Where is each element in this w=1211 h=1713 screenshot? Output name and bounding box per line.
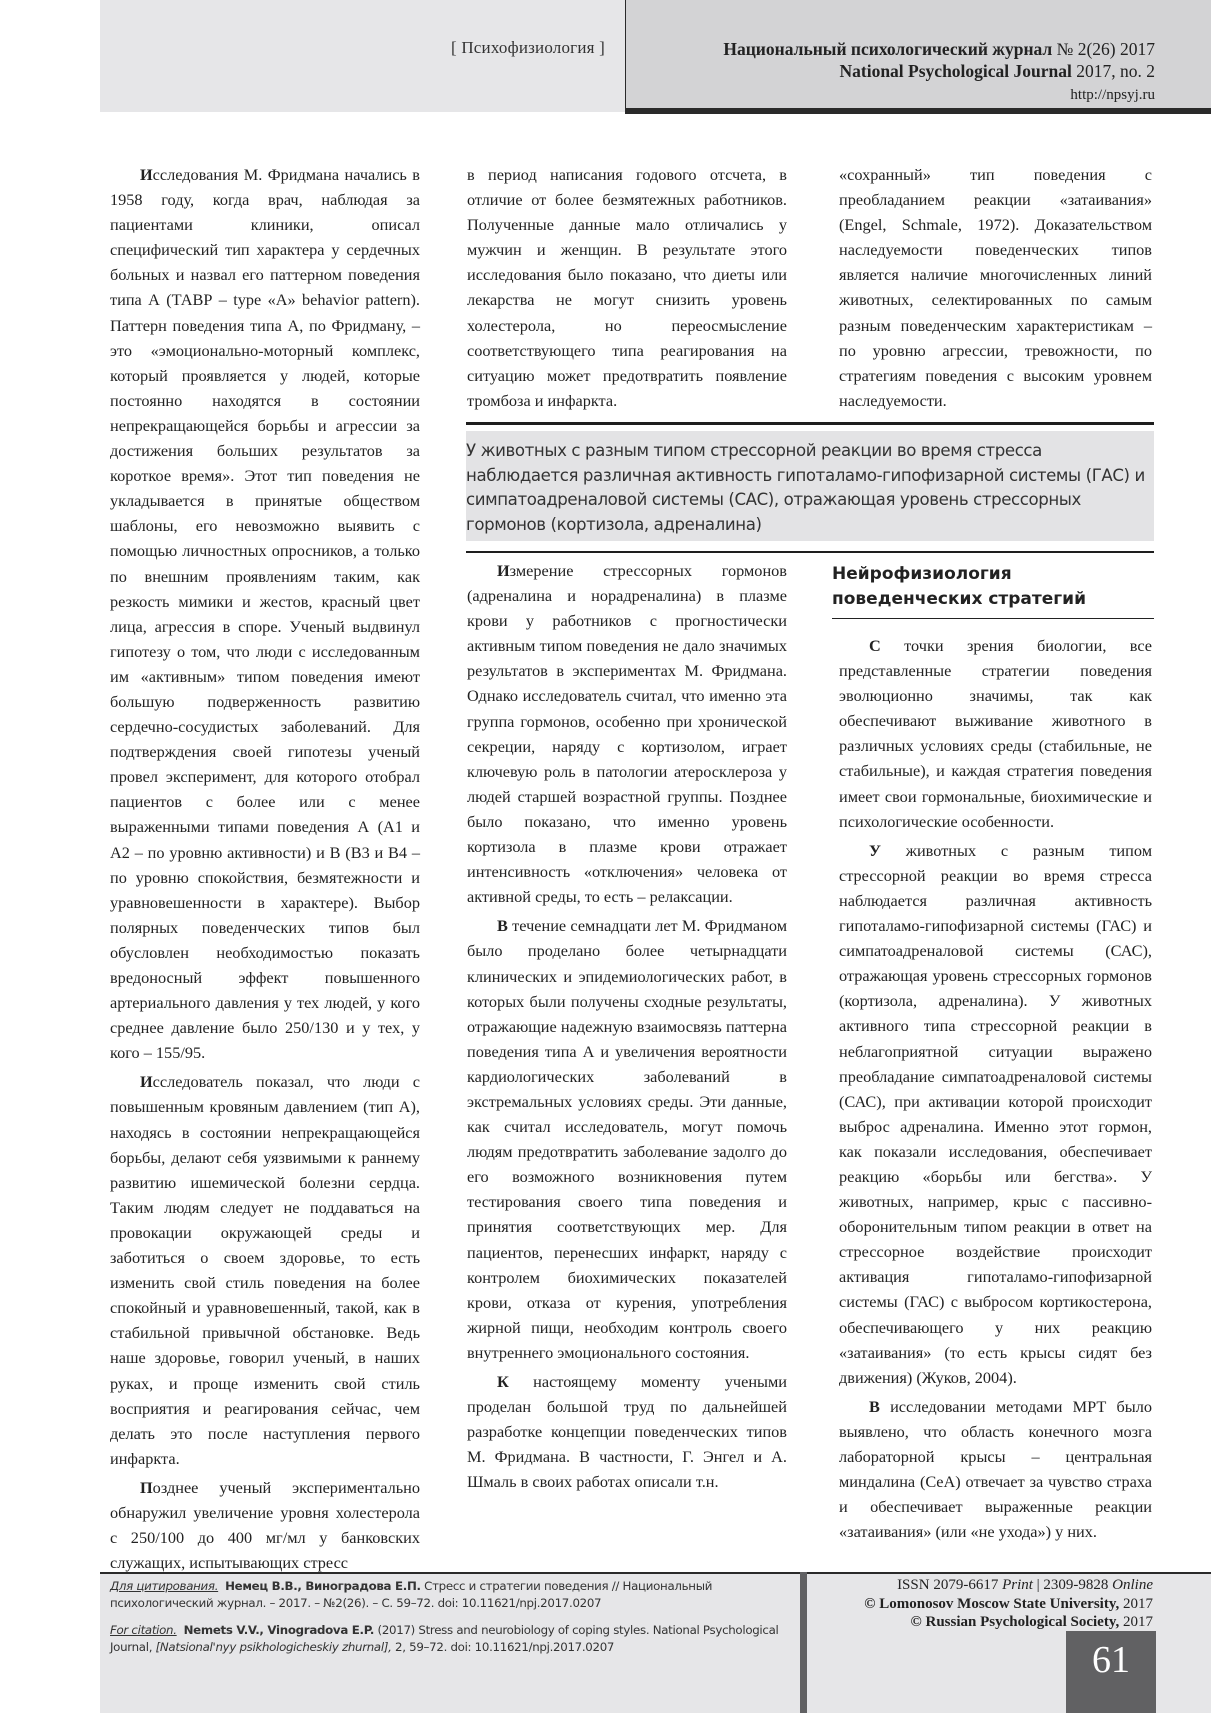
article-column-2-top [467, 162, 787, 413]
section-label: [ Психофизиология ] [451, 38, 605, 57]
article-column-1 [110, 162, 420, 1575]
journal-name-ru: Национальный психологический журнал [723, 39, 1053, 59]
paragraph [839, 633, 1152, 834]
copyright-rps [864, 1613, 1153, 1632]
paragraph [839, 1394, 1152, 1545]
paragraph [110, 1069, 420, 1471]
subsection-heading-line2: поведенческих стратегий [832, 589, 1086, 609]
citation-en-authors: Nemets V.V., Vinogradova E.P. [183, 1623, 375, 1637]
footer-divider [800, 1572, 807, 1713]
paragraph-text: сследования М. Фридмана начались в 1958 году, когда врач, наблюдая за пациентами клиники, описал специфический тип характера у сердечных больных и назвал его паттерном поведения типа А (ТАВР – type «A» behavior pattern). Паттерн поведения типа А, по Фридману, – это «эмоционально-моторный комплекс, который проявляется у людей, которые постоянно находятся в состоянии непрекращающейся борьбы и агрессии за достижения больших результатов за короткое время». Этот тип поведения не укладывается в принятые обществом шаблоны, его невозможно выявить с помощью личностных опросников, а только по внешним проявлениям таким, как резкость мимики и жестов, красный цвет лица, агрессия в споре. Ученый выдвинул гипотезу о том, что люди с исследованным им «активным» типом поведения имеют большую подверженность развитию сердечно-сосудистых заболеваний. Для подтверждения своей гипотезы ученый провел эксперимент, для которого отобрал пациентов с более или с менее выраженными типами поведения А (А1 и А2 – по уровню активности) и В (В3 и В4 – по уровню спокойствия, безмятежности и уравновешенности в характере). Выбор полярных поведенческих типов был обусловлен необходимостью показать вредоносный эффект повышенного артериального давления у тех людей, у кого среднее давление было 250/130 и у тех, у кого – 155/95. [110, 165, 420, 1063]
pull-quote [466, 422, 1154, 553]
subsection-heading [832, 560, 1154, 619]
article-column-2-bottom [467, 558, 787, 1494]
online-label: Online [1112, 1577, 1153, 1593]
paragraph-text: точки зрения биологии, все представленные стратегии поведения эволюционно значимы, так как обеспечивают выживание животного в различных условиях среды (стабильные, не стабильные), и каждая стратегия поведения имеет свои гормональные, биохимические и психологические особенности. [839, 636, 1152, 831]
citation-block [110, 1578, 795, 1656]
paragraph-text: змерение стрессорных гормонов (адреналина и норадреналина) в плазме крови у работников с прогностически активным типом поведения не дало значимых результатов в экспериментах М. Фридмана. Однако исследователь считал, что именно эта группа гормонов, особенно при хронической секреции, наряду с кортизолом, играет ключевую роль в патологии атеросклероза у людей старшей возрастной группы. Позднее было показано, что именно уровень кортизола в плазме крови отражает интенсивность «отключения» человека от активной среды, то есть – релаксации. [467, 561, 787, 907]
rights-block [864, 1576, 1153, 1632]
paragraph-text: животных с разным типом стрессорной реакции во время стресса наблюдается различная активность гипоталамо-гипофизарной системы (ГАС) и симпатоадреналовой системы (САС), отражающая уровень стрессорных гормонов (кортизола, адреналина). У животных активного типа стрессорной реакции в неблагоприятной ситуации выражено преобладание симпатоадреналовой системы (САС), при активации которой происходит выброс адреналина. Именно этот гормон, как показали исследования, обеспечивает реакцию «борьбы или бегства». У животных, например, крыс с пассивно-оборонительным типом реакции в ответ на стрессорное воздействие происходит активация гипоталамо-гипофизарной системы (ГАС) с выбросом кортикостерона, обеспечивающего у них реакцию «затаивания» (то есть крысы сидят без движения) (Жуков, 2004). [839, 840, 1152, 1387]
copyright-msu-year: 2017 [1119, 1595, 1153, 1612]
article-column-3-bottom [839, 633, 1152, 1544]
paragraph: в период написания годового отсчета, в отличие от более безмятежных работников. Полученные данные мало отличались у мужчин и женщин. В результате этого исследования было показано, что диеты или лекарства не могут снизить уровень холестерола, но переосмысление соответствующего типа реагирования на ситуацию может предотвратить появление тромбоза и инфаркта. [467, 165, 787, 410]
drop-initial: И [140, 1072, 153, 1092]
citation-en-text: (2017) Stress and neurobiology of coping styles. National Psychological Journal, [110, 1623, 779, 1654]
journal-issue-ru: № 2(26) 2017 [1056, 39, 1155, 59]
drop-initial: И [140, 165, 153, 184]
citation-en [110, 1622, 795, 1656]
journal-name-en: National Psychological Journal [839, 61, 1072, 81]
issn-line [864, 1576, 1153, 1595]
paragraph [467, 913, 787, 1365]
citation-en-doi: 2, 59–72. doi: 10.11621/npj.2017.0207 [391, 1640, 615, 1654]
paragraph [110, 1475, 420, 1575]
print-label: Print [1002, 1577, 1033, 1593]
paragraph-text: течение семнадцати лет М. Фридманом было проделано более четырнадцати клинических и эпидемиологических работ, в которых были получены сходные результаты, отражающие надежную взаимосвязь паттерна поведения типа А и увеличения вероятности кардиологических заболеваний в экстремальных условиях среды. Эти данные, как считал исследователь, могут помочь людям предотвратить заболевание задолго до его возможного возникновения путем тестирования своего типа поведения и принятия соответствующих мер. Для пациентов, перенесших инфаркт, наряду с контролем биохимических показателей крови, отказа от курения, употребления жирной пищи, необходим контроль своего внутреннего эмоционального состояния. [467, 916, 787, 1362]
citation-ru-text: Стресс и стратегии поведения // Национальный психологический журнал. – 2017. – №2(26). – С. 59–72. doi: 10.11621/npj.2017.0207 [110, 1579, 713, 1610]
header-divider-bar [625, 108, 1211, 114]
pull-quote-text: У животных с разным типом стрессорной реакции во время стресса наблюдается различная активность гипоталамо-гипофизарной системы (ГАС) и симпатоадреналовой системы (САС), отражающая уровень стрессорных гормонов (кортизола, адреналина) [466, 431, 1154, 541]
citation-ru-label: Для цитирования. [110, 1579, 219, 1593]
drop-initial: П [140, 1477, 153, 1497]
drop-initial: С [869, 636, 881, 655]
paragraph-text: исследовании методами МРТ было выявлено, что область конечного мозга лабораторной крысы – центральная миндалина (CeA) отвечает за чувство страха и обеспечивает выраженные реакции «затаивания» (или «не ухода») у них. [839, 1396, 1152, 1542]
paragraph [110, 162, 420, 1065]
paragraph [839, 838, 1152, 1390]
paragraph-text: сследователь показал, что люди с повышенным кровяным давлением (тип А), находясь в состоянии непрекращающейся борьбы, делают себя уязвимыми к раннему развитию ишемической болезни сердца. Таким людям следует не поддаваться на провокации окружающей среды и заботиться о своем здоровье, то есть изменить свой стиль поведения на более спокойный и уравновешенный, такой, как в стабильной привычной обстановке. Ведь наше здоровье, говорил ученый, в наших руках, и проще изменить свой стиль восприятия и реагирования сейчас, чем делать это после наступления первого инфаркта. [110, 1072, 420, 1468]
issn-print: ISSN 2079-6617 [897, 1577, 1003, 1593]
page-number-badge: 61 [1066, 1631, 1156, 1713]
drop-initial: В [497, 916, 508, 936]
paragraph-text: озднее ученый экспериментально обнаружил увеличение уровня холестерола с 250/100 до 400 мг/мл у банковских служащих, испытывающих стресс [110, 1477, 420, 1573]
subsection-heading-line1: Нейрофизиология [832, 564, 1012, 584]
copyright-msu-holder: © Lomonosov Moscow State University, [864, 1595, 1120, 1612]
journal-issue-en: 2017, no. 2 [1076, 61, 1155, 81]
drop-initial: К [497, 1372, 509, 1391]
citation-en-label: For citation. [110, 1623, 177, 1637]
citation-ru [110, 1578, 795, 1612]
article-column-3-top [839, 162, 1152, 413]
journal-title-en [723, 60, 1155, 82]
issn-online: | 2309-9828 [1032, 1577, 1113, 1593]
drop-initial: В [869, 1396, 880, 1416]
journal-url-link[interactable]: http://npsyj.ru [1070, 87, 1155, 103]
paragraph-text: настоящему моменту учеными проделан большой труд по дальнейшей разработке концепции поведенческих типов М. Фридмана. В частности, Г. Энгел и А. Шмаль в своих работах описали т.н. [467, 1372, 787, 1492]
citation-ru-authors: Немец В.В., Виноградова Е.П. [225, 1579, 421, 1593]
drop-initial: И [497, 561, 510, 580]
copyright-msu [864, 1595, 1153, 1614]
copyright-rps-year: 2017 [1119, 1614, 1153, 1630]
drop-initial: У [869, 840, 881, 860]
journal-title-ru [723, 38, 1155, 60]
citation-en-transliteration: [Natsional'nyy psikhologicheskiy zhurnal], [155, 1640, 392, 1654]
copyright-rps-holder: © Russian Psychological Society, [910, 1614, 1120, 1630]
journal-masthead [723, 38, 1155, 106]
paragraph [467, 558, 787, 909]
paragraph [467, 1369, 787, 1494]
paragraph: «сохранный» тип поведения с преобладанием реакции «затаивания» (Engel, Schmale, 1972). Доказательством наследуемости поведенческих типов является наличие многочисленных линий животных, селектированных по самым разным поведенческим характеристикам – по уровню агрессии, тревожности, по стратегиям поведения с высоким уровнем наследуемости. [839, 165, 1152, 410]
